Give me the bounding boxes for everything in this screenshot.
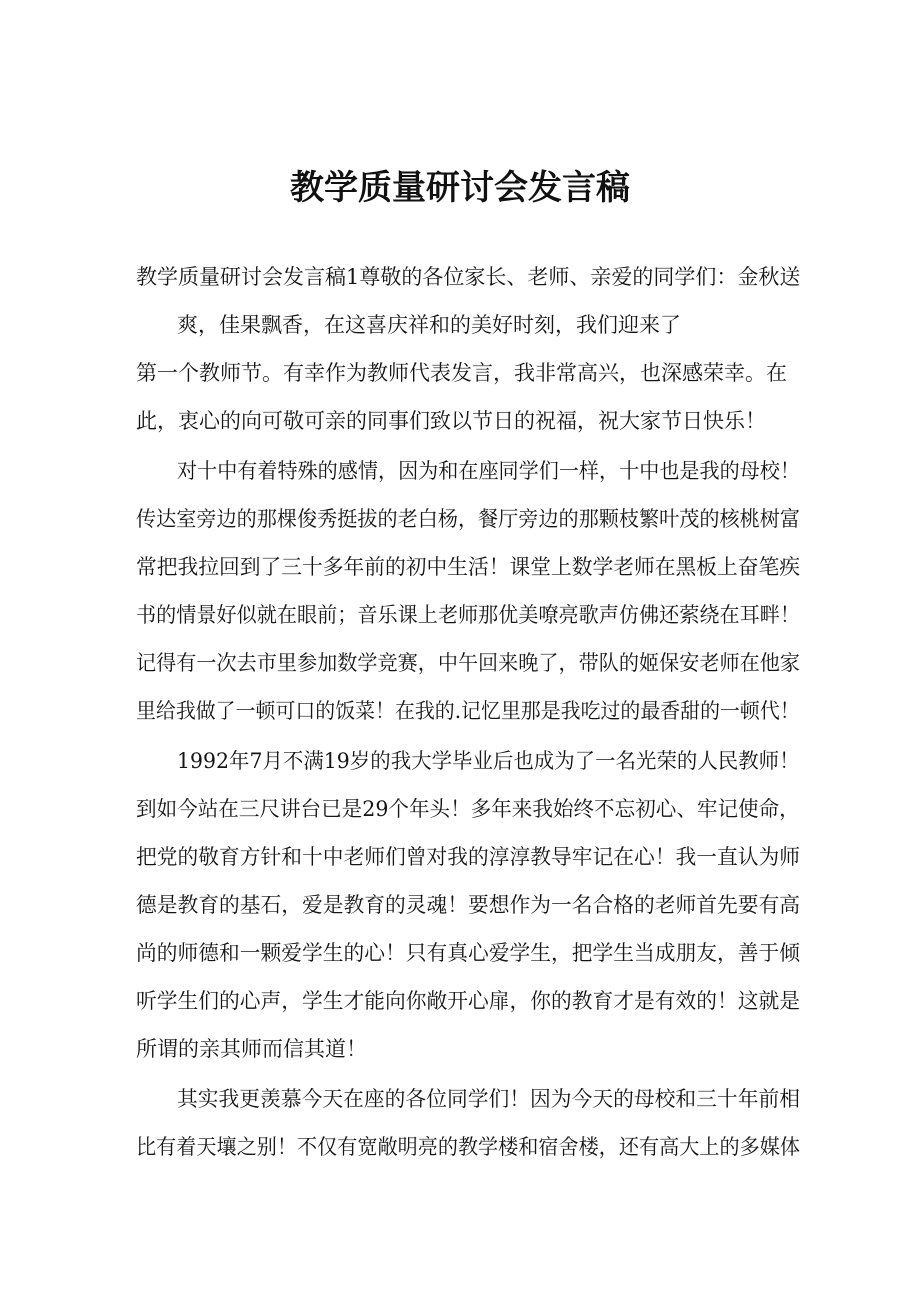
body-line: 所谓的亲其师而信其道！ (136, 1037, 367, 1061)
body-line: 传达室旁边的那棵俊秀挺拔的老白杨，餐厅旁边的那颗枝繁叶茂的核桃树富 (136, 507, 800, 531)
body-line: 听学生们的心声，学生才能向你敞开心扉，你的教育才是有效的！这就是 (136, 989, 800, 1013)
body-line: 到如今站在三尺讲台已是29个年头！多年来我始终不忘初心、牢记使命， (136, 797, 800, 821)
body-line: 把党的敬育方针和十中老师们曾对我的淳淳教导牢记在心！我一直认为师 (136, 845, 800, 869)
body-line: 德是教育的基石，爱是教育的灵魂！要想作为一名合格的老师首先要有高 (136, 893, 800, 917)
body-line: 记得有一次去市里参加数学竞赛，中午回来晚了，带队的姬保安老师在他家 (136, 651, 800, 675)
document-title: 教学质量研讨会发言稿 (290, 168, 630, 208)
body-line: 教学质量研讨会发言稿1尊敬的各位家长、老师、亲爱的同学们：金秋送 (136, 265, 801, 289)
body-line: 里给我做了一顿可口的饭菜！在我的.记忆里那是我吃过的最香甜的一顿代！ (136, 699, 800, 723)
body-line: 常把我拉回到了三十多年前的初中生活！课堂上数学老师在黑板上奋笔疾 (136, 555, 800, 579)
body-line: 此，衷心的向可敬可亲的同事们致以节日的祝福，祝大家节日快乐！ (136, 409, 766, 433)
body-line: 书的情景好似就在眼前；音乐课上老师那优美嘹亮歌声仿佛还萦绕在耳畔！ (136, 603, 800, 627)
body-line: 其实我更羡慕今天在座的各位同学们！因为今天的母校和三十年前相 (177, 1087, 800, 1111)
body-line: 尚的师德和一颗爱学生的心！只有真心爱学生，把学生当成朋友，善于倾 (136, 941, 800, 965)
body-line: 第一个教师节。有幸作为教师代表发言，我非常高兴，也深感荣幸。在 (136, 361, 787, 385)
body-line: 爽，佳果飘香，在这喜庆祥和的美好时刻，我们迎来了 (177, 313, 681, 337)
body-line: 1992年7月不满19岁的我大学毕业后也成为了一名光荣的人民教师！ (177, 749, 800, 773)
body-line: 对十中有着特殊的感情，因为和在座同学们一样，十中也是我的母校！ (177, 459, 800, 483)
body-line: 比有着天壤之别！不仅有宽敞明亮的教学楼和宿舍楼，还有高大上的多媒体 (136, 1135, 800, 1159)
